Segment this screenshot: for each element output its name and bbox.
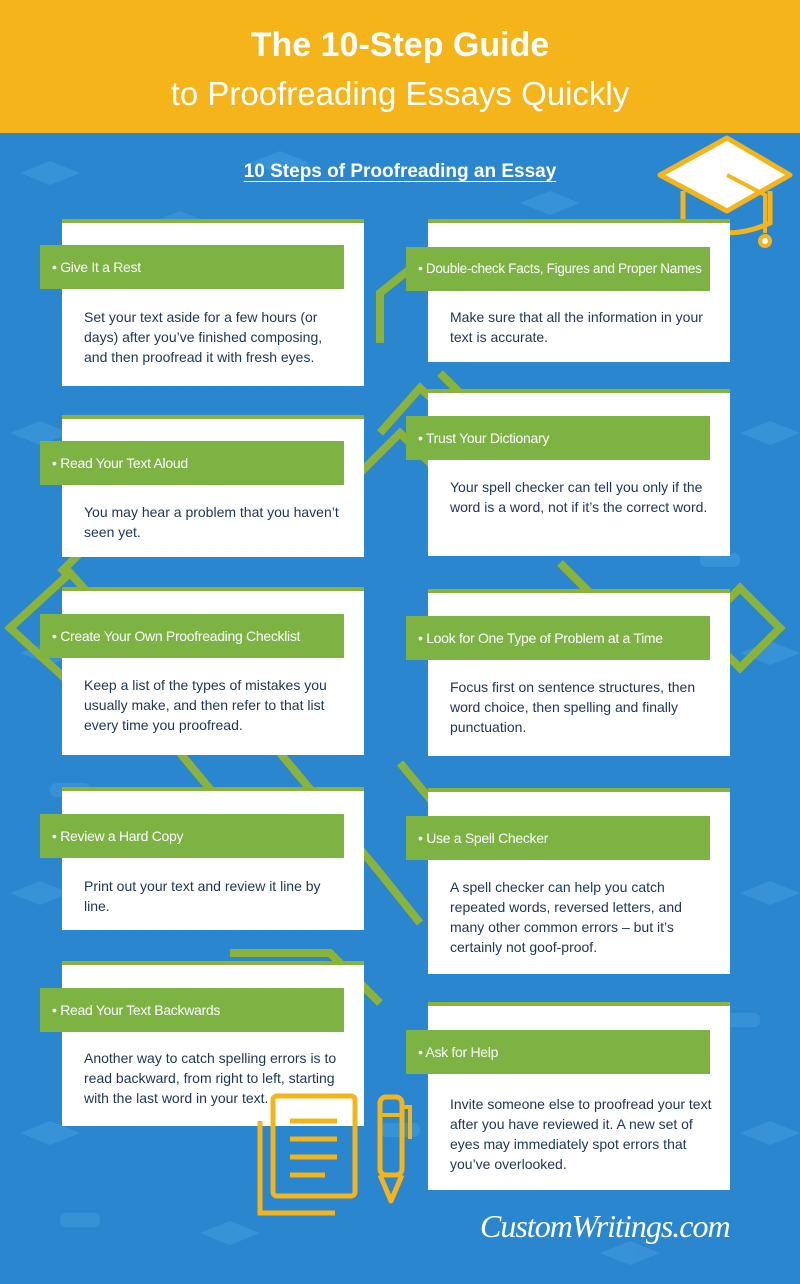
- step-text-10: Invite someone else to proofread your text after you have reviewed it. A new set of eyes may immediately spot errors that you’ve overlooked.: [450, 1096, 712, 1172]
- step-text-2: Make sure that all the information in your text is accurate.: [450, 309, 703, 345]
- step-label-1: • Give It a Rest: [40, 245, 344, 289]
- step-text-6: Focus first on sentence structures, then word choice, then spelling and finally punctuation.: [450, 679, 696, 735]
- step-label-2: • Double-check Facts, Figures and Proper Names: [406, 247, 710, 291]
- step-text-8: A spell checker can help you catch repeated words, reversed letters, and many other common errors – but it’s certainly not goof-proof.: [450, 879, 682, 955]
- document-icon: [255, 1091, 365, 1221]
- main-area: [0, 133, 800, 1284]
- step-text-3: You may hear a problem that you haven’t seen yet.: [84, 504, 339, 540]
- step-label-6: • Look for One Type of Problem at a Time: [406, 616, 710, 660]
- step-label-7: • Review a Hard Copy: [40, 814, 344, 858]
- step-label-3: • Read Your Text Aloud: [40, 441, 344, 485]
- step-label-9: • Read Your Text Backwards: [40, 988, 344, 1032]
- page-subtitle: to Proofreading Essays Quickly: [170, 75, 630, 112]
- header-banner: [0, 0, 800, 133]
- step-text-9: Another way to catch spelling errors is to read backward, from right to left, starting with the last word in your text.: [84, 1050, 337, 1106]
- step-label-10: • Ask for Help: [406, 1030, 710, 1074]
- step-label-5: • Create Your Own Proofreading Checklist: [40, 614, 344, 658]
- page-title: The 10-Step Guide: [250, 26, 550, 64]
- step-text-5: Keep a list of the types of mistakes you usually make, and then refer to that list every time you proofread.: [84, 677, 327, 733]
- step-card-4: [428, 389, 730, 556]
- step-text-1: Set your text aside for a few hours (or days) after you’ve finished composing, and then proofread it with fresh eyes.: [84, 309, 323, 365]
- brand-logo: CustomWritings.com: [480, 1208, 730, 1244]
- step-label-8: • Use a Spell Checker: [406, 816, 710, 860]
- section-title: 10 Steps of Proofreading an Essay: [243, 161, 557, 182]
- step-text-4: Your spell checker can tell you only if the word is a word, not if it’s the correct word.: [450, 479, 708, 515]
- pen-icon: [368, 1089, 414, 1209]
- step-text-7: Print out your text and review it line by line.: [84, 878, 321, 914]
- step-label-4: • Trust Your Dictionary: [406, 416, 710, 460]
